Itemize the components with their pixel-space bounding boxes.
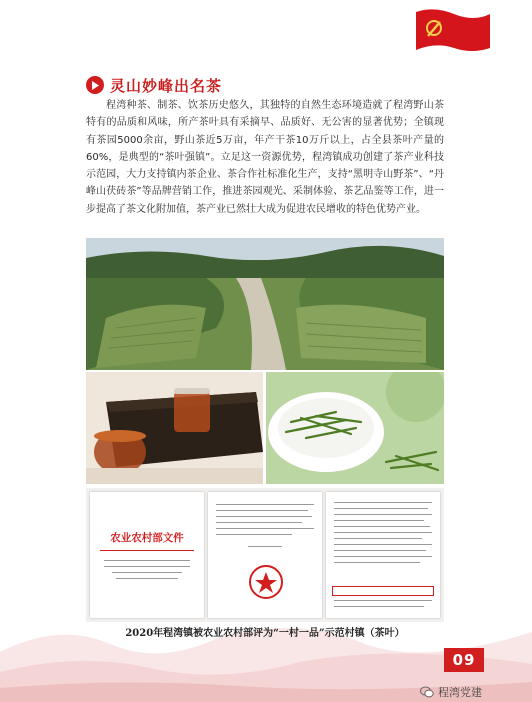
play-icon <box>86 76 104 94</box>
document-divider <box>100 550 194 551</box>
party-flag-icon <box>414 8 492 56</box>
document-title: 农业农村部文件 <box>110 532 184 544</box>
highlight-box <box>332 586 434 596</box>
document-page-2 <box>208 492 322 618</box>
tea-valley-photo <box>86 238 444 370</box>
image-caption: 2020年程湾镇被农业农村部评为“一村一品”示范村镇（茶叶） <box>125 628 405 639</box>
brick-tea-photo <box>86 372 263 484</box>
body-paragraph: 程湾种茶、制茶、饮茶历史悠久，其独特的自然生态环境造就了程湾野山茶特有的品质和风味，所产茶叶具有采摘早、品质好、无公害的显著优势；全镇现有茶园5000余亩，野山茶近5万亩，年产干茶10万斤以上，占全县茶叶产量的60%，是典型的“茶叶强镇”。立足这一资源优势，程湾镇成功创建了茶产业科技示范园，大力支持镇内茶企业、茶合作社标准化生产，支持“黑明寺山野茶”、“丹峰山茯砖茶”等品牌营销工作，推进茶园观光、采制体验、茶艺品鉴等工作，进一步提高了茶文化附加值，茶产业已然壮大成为促进农民增收的特色优势产业。 <box>86 100 444 215</box>
page-number: 09 <box>444 648 484 672</box>
watermark <box>420 684 482 700</box>
document-page-3 <box>326 492 440 618</box>
official-seal-icon <box>248 564 284 600</box>
wechat-icon <box>420 686 434 698</box>
watermark-text: 程湾党建 <box>438 686 482 699</box>
certificate-documents <box>86 488 444 622</box>
section-title: 灵山妙峰出名茶 <box>110 76 223 95</box>
green-tea-leaves-photo <box>266 372 444 484</box>
section-heading <box>86 73 222 97</box>
document-cover <box>90 492 204 618</box>
